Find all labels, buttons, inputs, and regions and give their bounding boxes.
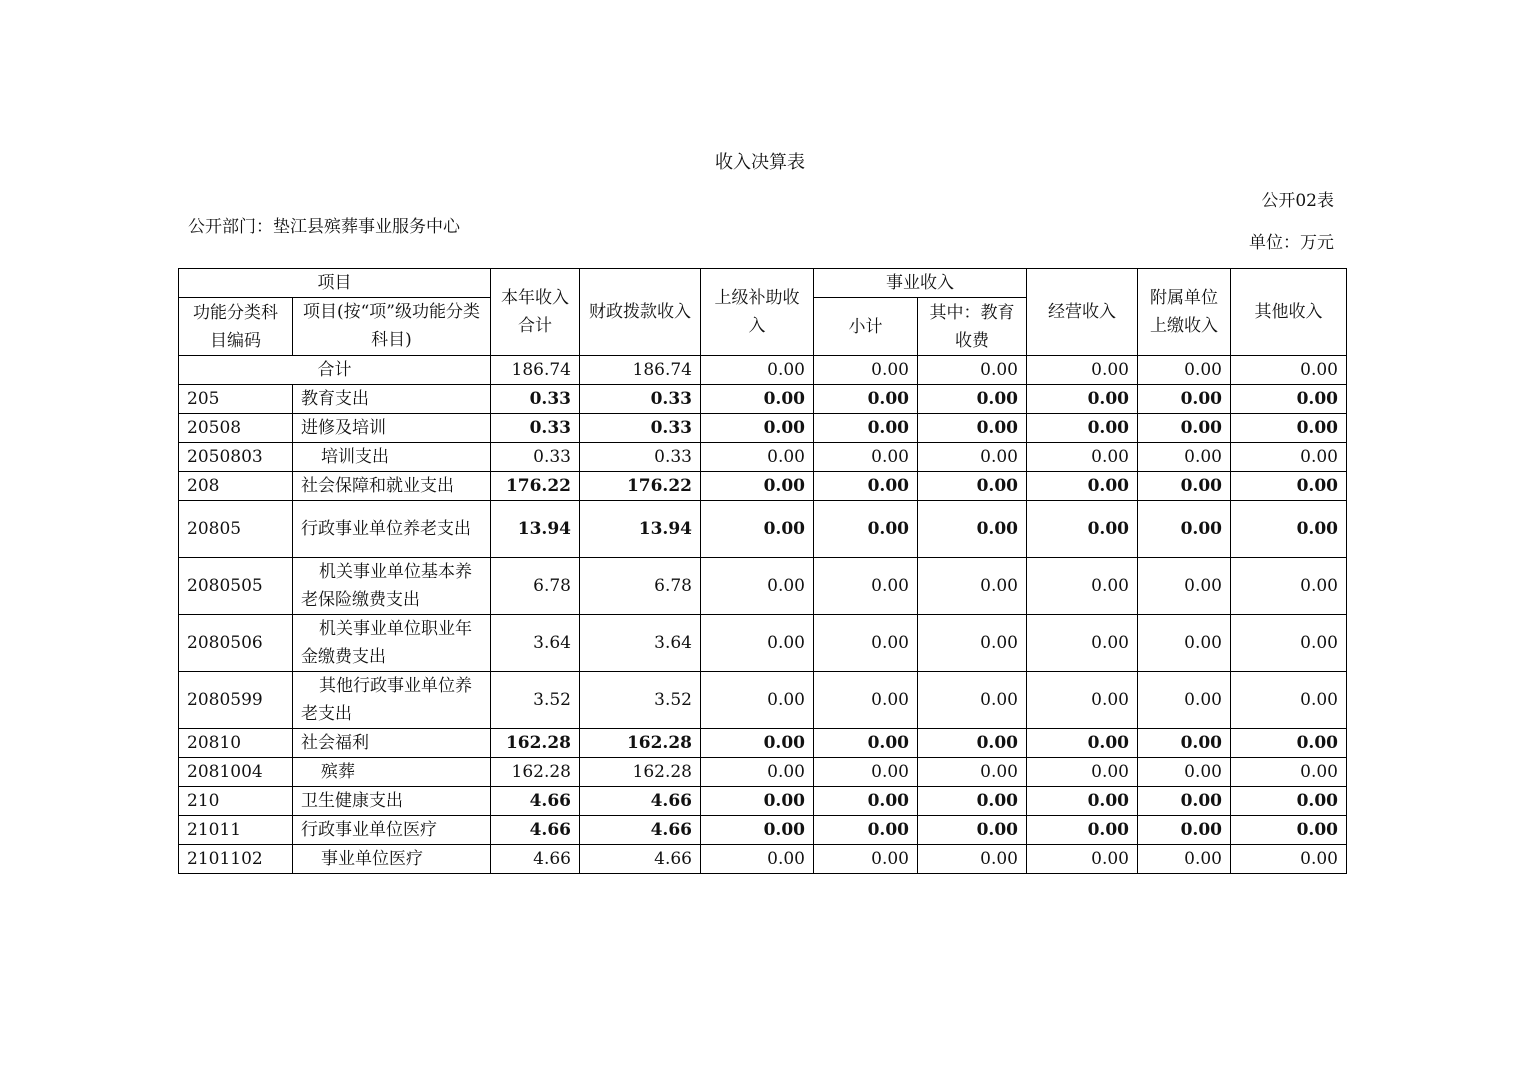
row-code: 205 [179,385,293,414]
row-value: 0.00 [1231,845,1347,874]
row-value: 0.00 [701,845,814,874]
row-code: 20805 [179,501,293,558]
row-value: 0.00 [1231,729,1347,758]
row-code: 20508 [179,414,293,443]
row-value: 0.00 [918,501,1027,558]
row-value: 0.00 [814,758,918,787]
row-value: 0.00 [1138,729,1231,758]
row-value: 0.00 [1231,443,1347,472]
row-value: 0.00 [1027,816,1138,845]
row-value: 0.00 [1027,758,1138,787]
row-value: 0.00 [814,443,918,472]
row-name: 行政事业单位医疗 [293,816,491,845]
row-value: 4.66 [580,845,701,874]
row-value: 0.00 [1138,672,1231,729]
row-value: 6.78 [491,558,580,615]
row-value: 4.66 [580,816,701,845]
row-value: 0.33 [491,385,580,414]
total-value: 0.00 [701,356,814,385]
row-name: 培训支出 [293,443,491,472]
row-value: 0.00 [1231,501,1347,558]
row-value: 0.00 [814,816,918,845]
table-row [179,845,1347,874]
row-value: 0.00 [814,501,918,558]
row-value: 0.00 [814,472,918,501]
row-value: 176.22 [580,472,701,501]
header-business: 事业收入 [814,269,1027,298]
row-value: 4.66 [491,787,580,816]
row-value: 0.00 [1027,729,1138,758]
header-edu-fee: 其中：教育收费 [918,298,1027,356]
header-code: 功能分类科目编码 [179,298,293,356]
row-value: 0.00 [1138,385,1231,414]
header-name: 项目(按“项”级功能分类科目) [293,298,491,356]
row-value: 0.00 [1138,758,1231,787]
row-value: 162.28 [491,729,580,758]
total-value: 0.00 [1231,356,1347,385]
row-value: 0.00 [1231,615,1347,672]
header-total: 本年收入合计 [491,269,580,356]
row-value: 0.33 [580,385,701,414]
table-number: 公开02表 [1261,191,1334,211]
row-value: 0.00 [701,501,814,558]
row-value: 0.33 [491,443,580,472]
table-row [179,729,1347,758]
row-value: 0.00 [1138,787,1231,816]
table-row [179,558,1347,615]
row-value: 0.00 [1027,385,1138,414]
row-code: 2080505 [179,558,293,615]
row-name: 其他行政事业单位养老支出 [293,672,491,729]
row-code: 2080599 [179,672,293,729]
table-row [179,443,1347,472]
row-value: 0.00 [918,672,1027,729]
row-value: 0.00 [701,472,814,501]
row-value: 6.78 [580,558,701,615]
table-row [179,615,1347,672]
row-value: 0.00 [1027,443,1138,472]
row-value: 0.00 [918,787,1027,816]
row-value: 0.00 [701,787,814,816]
row-value: 4.66 [580,787,701,816]
row-value: 0.00 [918,758,1027,787]
row-value: 13.94 [491,501,580,558]
row-value: 0.00 [918,472,1027,501]
row-value: 13.94 [580,501,701,558]
row-name: 事业单位医疗 [293,845,491,874]
table-row [179,385,1347,414]
row-name: 教育支出 [293,385,491,414]
row-value: 0.00 [701,414,814,443]
row-value: 0.00 [918,443,1027,472]
row-value: 0.00 [918,615,1027,672]
total-value: 186.74 [580,356,701,385]
row-value: 0.00 [701,615,814,672]
row-name: 社会保障和就业支出 [293,472,491,501]
total-value: 0.00 [1138,356,1231,385]
row-value: 0.00 [701,816,814,845]
header-fiscal: 财政拨款收入 [580,269,701,356]
header-project: 项目 [179,269,491,298]
row-value: 0.00 [814,672,918,729]
row-name: 殡葬 [293,758,491,787]
total-label: 合计 [179,356,491,385]
header-other: 其他收入 [1231,269,1347,356]
header-subtotal: 小计 [814,298,918,356]
row-value: 0.00 [1231,472,1347,501]
row-value: 0.00 [1138,414,1231,443]
table-row [179,501,1347,558]
row-value: 3.52 [491,672,580,729]
row-value: 3.64 [580,615,701,672]
row-value: 176.22 [491,472,580,501]
row-value: 0.00 [814,615,918,672]
row-value: 0.00 [701,558,814,615]
row-value: 0.00 [814,414,918,443]
row-value: 0.00 [1231,758,1347,787]
row-code: 2050803 [179,443,293,472]
row-code: 210 [179,787,293,816]
header-operating: 经营收入 [1027,269,1138,356]
row-value: 0.00 [918,816,1027,845]
row-value: 0.00 [1027,558,1138,615]
header-affiliated: 附属单位上缴收入 [1138,269,1231,356]
row-value: 0.00 [1027,615,1138,672]
department-label: 公开部门：垫江县殡葬事业服务中心 [188,217,460,237]
row-name: 机关事业单位职业年金缴费支出 [293,615,491,672]
table-row [179,672,1347,729]
total-row [179,356,1347,385]
income-table [178,268,1347,874]
row-value: 0.00 [1231,414,1347,443]
row-value: 0.33 [580,443,701,472]
row-code: 20810 [179,729,293,758]
row-value: 0.00 [814,558,918,615]
row-value: 0.00 [1027,414,1138,443]
row-value: 3.64 [491,615,580,672]
row-name: 行政事业单位养老支出 [293,501,491,558]
row-value: 162.28 [580,729,701,758]
row-value: 0.33 [491,414,580,443]
row-value: 0.00 [1138,472,1231,501]
row-value: 0.00 [1138,558,1231,615]
row-name: 进修及培训 [293,414,491,443]
row-code: 21011 [179,816,293,845]
row-value: 0.00 [701,443,814,472]
row-value: 0.00 [1027,845,1138,874]
row-value: 4.66 [491,816,580,845]
row-value: 0.00 [1138,615,1231,672]
row-name: 机关事业单位基本养老保险缴费支出 [293,558,491,615]
row-value: 0.00 [701,385,814,414]
row-value: 0.00 [1231,558,1347,615]
row-value: 0.00 [1138,443,1231,472]
row-value: 0.00 [1138,845,1231,874]
row-value: 0.00 [701,758,814,787]
row-value: 0.00 [918,385,1027,414]
row-value: 0.00 [1138,501,1231,558]
row-value: 0.00 [1231,385,1347,414]
unit-label: 单位：万元 [1249,233,1334,253]
row-code: 2081004 [179,758,293,787]
row-value: 0.00 [1027,672,1138,729]
row-value: 4.66 [491,845,580,874]
row-value: 0.00 [1027,501,1138,558]
row-value: 0.00 [1231,816,1347,845]
row-value: 0.00 [1231,787,1347,816]
total-value: 0.00 [1027,356,1138,385]
row-value: 0.00 [918,845,1027,874]
row-name: 社会福利 [293,729,491,758]
row-value: 0.00 [918,414,1027,443]
row-value: 3.52 [580,672,701,729]
row-code: 2080506 [179,615,293,672]
row-value: 162.28 [491,758,580,787]
table-row [179,472,1347,501]
row-value: 0.00 [1027,787,1138,816]
row-name: 卫生健康支出 [293,787,491,816]
total-value: 0.00 [918,356,1027,385]
row-value: 0.00 [814,729,918,758]
total-value: 0.00 [814,356,918,385]
table-row [179,787,1347,816]
row-value: 0.00 [814,845,918,874]
row-value: 162.28 [580,758,701,787]
row-value: 0.00 [1138,816,1231,845]
table-row [179,758,1347,787]
row-value: 0.00 [1027,472,1138,501]
row-value: 0.00 [918,729,1027,758]
row-value: 0.00 [918,558,1027,615]
row-value: 0.33 [580,414,701,443]
table-row [179,414,1347,443]
row-code: 208 [179,472,293,501]
row-value: 0.00 [814,385,918,414]
row-value: 0.00 [1231,672,1347,729]
table-row [179,816,1347,845]
page-title: 收入决算表 [715,152,805,173]
row-value: 0.00 [814,787,918,816]
row-value: 0.00 [701,729,814,758]
total-value: 186.74 [491,356,580,385]
row-value: 0.00 [701,672,814,729]
header-superior: 上级补助收入 [701,269,814,356]
row-code: 2101102 [179,845,293,874]
